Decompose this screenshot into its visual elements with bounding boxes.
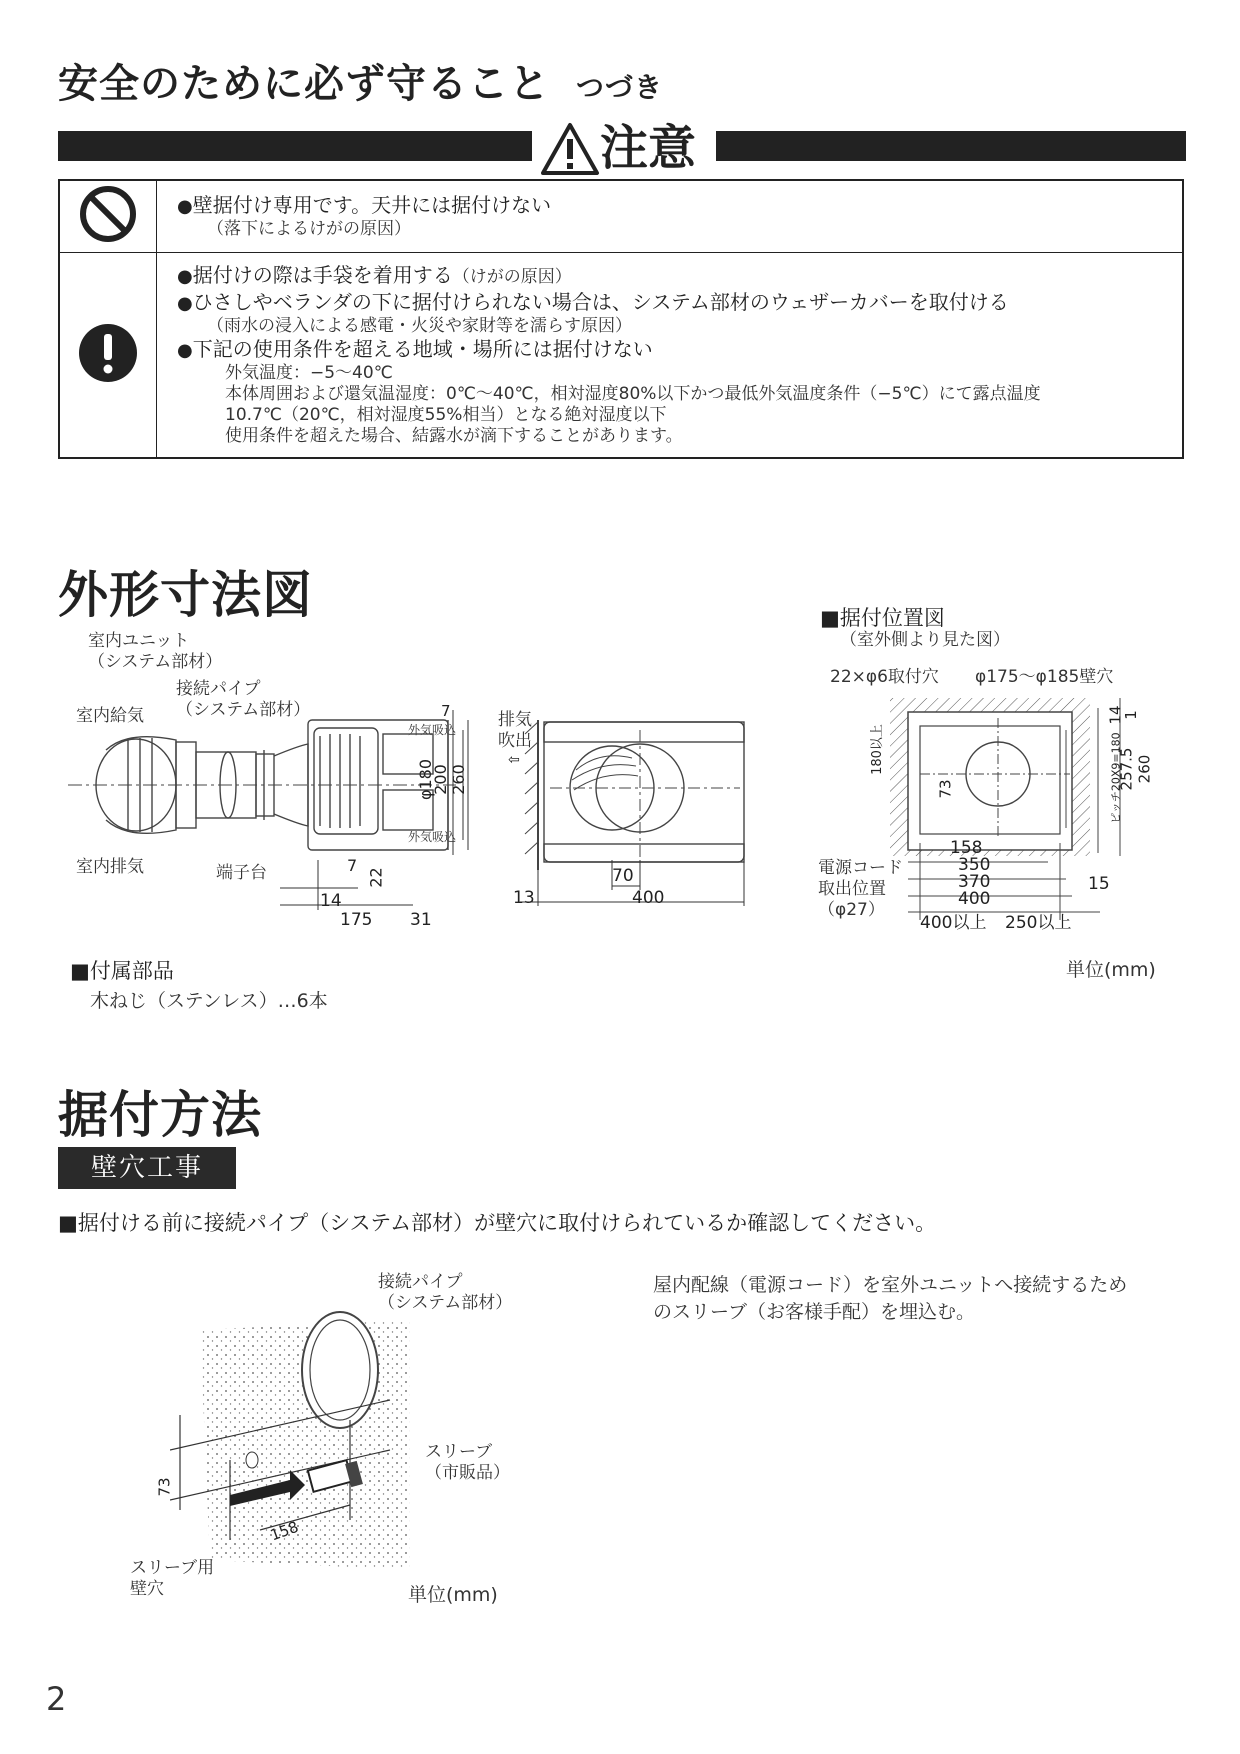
dim-13: 13 [513, 888, 535, 908]
pitch-label: ピッチ20X9=180 [1109, 732, 1123, 824]
power-cord-label: 電源コード 取出位置 （φ27） [818, 858, 903, 920]
dim-14-mount: 14 [1106, 705, 1125, 725]
diagram-pipe-label: 接続パイプ （システム部材） [378, 1272, 513, 1313]
installation-note: ■据付ける前に接続パイプ（システム部材）が壁穴に取付けられているか確認してください。 [58, 1211, 937, 1235]
dim-1-mount: 1 [1121, 710, 1140, 720]
caution-icon-cell [59, 180, 157, 252]
installation-title: 据付方法 [58, 1086, 262, 1144]
dim-370: 370 [958, 872, 991, 892]
dim-70: 70 [612, 866, 634, 886]
dim-200: 200 [430, 764, 450, 795]
condition-line: 使用条件を超えた場合、結露水が滴下することがあります。 [225, 425, 683, 446]
safety-title: 安全のために必ず守ること [58, 61, 550, 107]
dim-158-mount: 158 [950, 838, 983, 858]
caution-text-cell: ●据付けの際は手袋を着用する（けがの原因） ●ひさしやベランダの下に据付けられない場合は、システム部材のウェザーカバーを取付ける （雨水の浸入による感電・火災や家財等を濡らす原因） ●下記の使用条件を超える地域・場所には据付けない 外気温度：−5〜40℃ 本体周囲および還気温湿度：0℃〜40℃，相対湿度80%以下かつ最低外気温度条件（−5℃）にて露点温度 10.7℃（20℃，相対湿度55%相当）となる絶対湿度以下 使用条件を超えた場合、結露水が滴下することがあります。 [157, 252, 1184, 458]
condition-line: 10.7℃（20℃，相対湿度55%相当）となる絶対湿度以下 [225, 404, 667, 425]
caution-row-2 [59, 252, 1183, 458]
caution-item: 下記の使用条件を超える地域・場所には据付けない [192, 336, 653, 361]
dim-73-mount: 73 [936, 779, 955, 799]
warning-triangle-icon [540, 122, 600, 176]
indoor-exhaust-label: 室内排気 [76, 857, 144, 877]
wall-hole-label: φ175〜φ185壁穴 [975, 667, 1114, 687]
connecting-pipe-label: 接続パイプ （システム部材） [176, 679, 311, 720]
side-view-drawing [68, 690, 478, 930]
wiring-instruction: 屋内配線（電源コード）を室外ユニットへ接続するため のスリーブ（お客様手配）を埋込む。 [653, 1274, 1128, 1323]
terminal-block-label: 端子台 [216, 863, 267, 883]
caution-item: 据付けの際は手袋を着用する [192, 262, 453, 287]
dim-31: 31 [410, 910, 432, 930]
dim-400-mount: 400 [958, 889, 991, 909]
condition-line: 外気温度：−5〜40℃ [225, 362, 393, 383]
accessories-item: 木ねじ（ステンレス）…6本 [90, 990, 328, 1012]
wall-hole-work-tag: 壁穴工事 [58, 1147, 236, 1189]
dim-phi180: φ180 [416, 758, 436, 801]
diagram-dim-158: 158 [267, 1517, 301, 1545]
diagram-dim-73: 73 [155, 1477, 174, 1497]
diagram-unit-label: 単位(mm) [408, 1584, 498, 1606]
outdoor-intake-top-label: 外気吸込 [408, 723, 457, 737]
dim-7-top: 7 [441, 702, 451, 720]
caution-item: 壁据付け専用です。天井には据付けない [192, 192, 552, 217]
indoor-supply-label: 室内給気 [76, 706, 144, 726]
safety-continued: つづき [576, 71, 664, 104]
prohibition-icon [77, 183, 139, 245]
sleeve-install-drawing [170, 1290, 470, 1590]
caution-table [58, 179, 1184, 459]
mandatory-action-icon [77, 322, 139, 384]
caution-bar-left [58, 131, 532, 161]
exhaust-outlet-label: 排気 吹出 [498, 710, 532, 751]
caution-reason: （雨水の浸入による感電・火災や家財等を濡らす原因） [207, 315, 632, 336]
dimensions-title: 外形寸法図 [58, 566, 313, 624]
mount-holes-label: 22×φ6取付穴 [830, 667, 939, 687]
dim-15: 15 [1088, 874, 1110, 894]
dim-350: 350 [958, 855, 991, 875]
dim-400-min: 400以上 [920, 913, 987, 933]
caution-row-1 [59, 180, 1183, 252]
caution-reason: （けがの原因） [452, 266, 572, 287]
caution-title: 注意 [600, 120, 697, 176]
caution-bar-right [716, 131, 1186, 161]
page-number: 2 [46, 1680, 67, 1718]
dim-7-bottom: 7 [347, 856, 358, 875]
dim-400: 400 [632, 888, 665, 908]
accessories-title: ■付属部品 [70, 959, 174, 983]
unit-label: 単位(mm) [1066, 959, 1156, 981]
arrow-left-icon: ⇦ [508, 752, 520, 768]
caution-icon-cell [59, 252, 157, 458]
mount-position-title: ■据付位置図 [820, 606, 945, 630]
dim-260-mount: 260 [1135, 754, 1154, 784]
indoor-unit-label: 室内ユニット （システム部材） [88, 631, 223, 672]
dim-260: 260 [448, 764, 468, 795]
outdoor-intake-bottom-label: 外気吸込 [408, 830, 457, 844]
dim-22: 22 [366, 867, 386, 888]
diagram-sleeve-hole-label: スリーブ用 壁穴 [130, 1558, 215, 1599]
section-title-safety [58, 52, 663, 109]
caution-item: ひさしやベランダの下に据付けられない場合は、システム部材のウェザーカバーを取付ける [192, 289, 1009, 314]
dim-14: 14 [320, 891, 342, 911]
mount-position-subtitle: （室外側より見た図） [840, 630, 1010, 650]
condition-line: 本体周囲および還気温湿度：0℃〜40℃，相対湿度80%以下かつ最低外気温度条件（−5℃）にて露点温度 [225, 383, 1041, 404]
dim-175: 175 [340, 910, 373, 930]
caution-text-cell: ●壁据付け専用です。天井には据付けない （落下によるけがの原因） [157, 180, 1184, 252]
caution-reason: （落下によるけがの原因） [207, 218, 411, 239]
dim-257-5: 257.5 [1117, 747, 1136, 791]
diagram-sleeve-label: スリーブ （市販品） [425, 1442, 510, 1483]
dim-250-min: 250以上 [1005, 913, 1072, 933]
dim-180-min: 180以上 [869, 724, 885, 775]
